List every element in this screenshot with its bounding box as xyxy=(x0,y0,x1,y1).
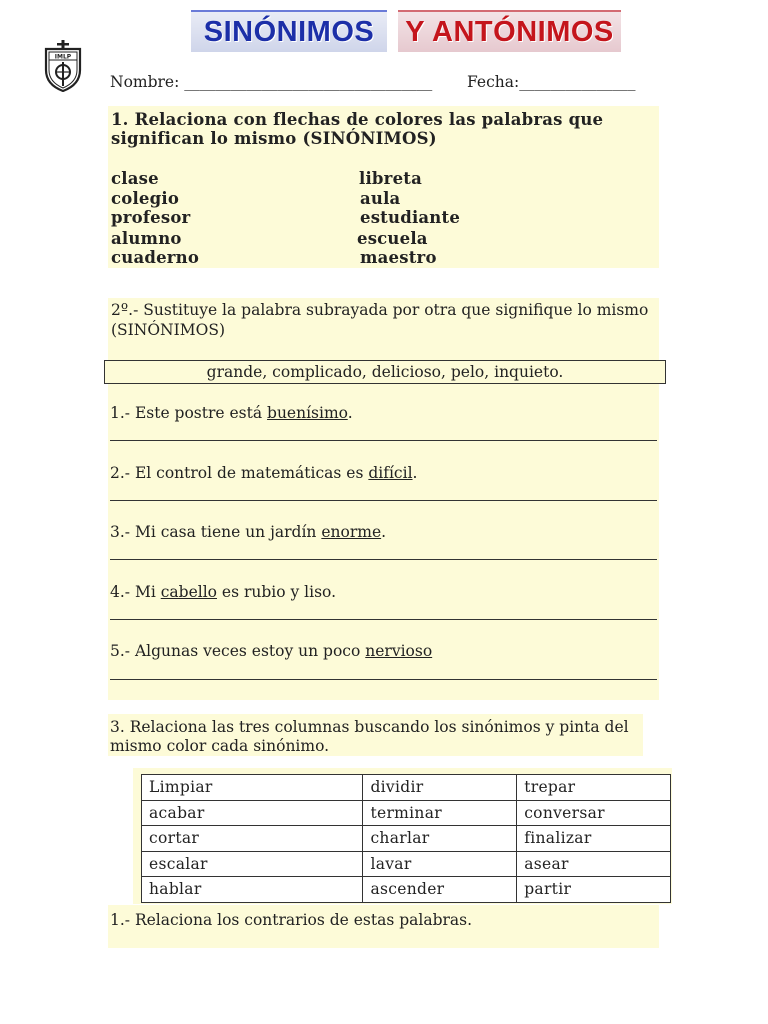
table-cell[interactable]: conversar xyxy=(517,800,671,826)
sentence-2: 2.- El control de matemáticas es difícil. xyxy=(110,464,418,482)
table-cell[interactable]: asear xyxy=(517,851,671,877)
table-cell[interactable]: acabar xyxy=(142,800,363,826)
synonyms-table xyxy=(141,774,671,903)
word-bank-box xyxy=(104,360,666,384)
section2-instruction: 2º.- Sustituye la palabra subrayada por otra que signifique lo mismo xyxy=(111,301,649,319)
right-word: libreta xyxy=(359,169,422,188)
table-cell[interactable]: finalizar xyxy=(517,826,671,852)
word-bank: grande, complicado, delicioso, pelo, inquieto. xyxy=(206,363,564,381)
answer-line[interactable] xyxy=(110,440,657,441)
table-cell[interactable]: trepar xyxy=(517,775,671,801)
table-cell[interactable]: charlar xyxy=(363,826,517,852)
section4-instruction: 1.- Relaciona los contrarios de estas palabras. xyxy=(110,911,473,929)
svg-text:IMLP: IMLP xyxy=(54,53,72,61)
table-cell[interactable]: hablar xyxy=(142,877,363,903)
sentence-1: 1.- Este postre está buenísimo. xyxy=(110,404,353,422)
left-word: cuaderno xyxy=(111,248,200,267)
underlined-word: buenísimo xyxy=(267,404,348,422)
answer-line[interactable] xyxy=(110,559,657,560)
right-word: maestro xyxy=(360,248,437,267)
left-word: clase xyxy=(111,169,159,188)
table-row xyxy=(142,877,671,903)
sentence-4: 4.- Mi cabello es rubio y liso. xyxy=(110,583,337,601)
right-word: aula xyxy=(360,189,401,208)
table-cell[interactable]: lavar xyxy=(363,851,517,877)
table-cell[interactable]: dividir xyxy=(363,775,517,801)
table-cell[interactable]: cortar xyxy=(142,826,363,852)
answer-line[interactable] xyxy=(110,500,657,501)
underlined-word: enorme xyxy=(321,523,382,541)
section2-instruction-cont: (SINÓNIMOS) xyxy=(111,321,225,339)
answer-line[interactable] xyxy=(110,679,657,680)
left-word: alumno xyxy=(111,229,182,248)
table-cell[interactable]: ascender xyxy=(363,877,517,903)
table-cell[interactable]: Limpiar xyxy=(142,775,363,801)
table-row xyxy=(142,775,671,801)
section3-instruction-cont: mismo color cada sinónimo. xyxy=(110,737,330,755)
table-cell[interactable]: partir xyxy=(517,877,671,903)
underlined-word: nervioso xyxy=(365,642,433,660)
sentence-3: 3.- Mi casa tiene un jardín enorme. xyxy=(110,523,387,541)
section1-instruction: 1. Relaciona con flechas de colores las palabras que xyxy=(111,110,604,129)
section3-instruction: 3. Relaciona las tres columnas buscando los sinónimos y pinta del xyxy=(110,718,629,736)
section1-instruction-cont: significan lo mismo (SINÓNIMOS) xyxy=(111,129,437,148)
school-shield-logo xyxy=(44,40,82,92)
left-word: profesor xyxy=(111,208,191,227)
title-synonyms: SINÓNIMOS xyxy=(191,10,387,52)
underlined-word: difícil xyxy=(368,464,413,482)
title-antonyms: Y ANTÓNIMOS xyxy=(398,10,621,52)
table-row xyxy=(142,826,671,852)
answer-line[interactable] xyxy=(110,619,657,620)
table-cell[interactable]: escalar xyxy=(142,851,363,877)
section2-highlight xyxy=(108,298,659,700)
name-label: Nombre: ________________________________ xyxy=(110,73,433,91)
table-row xyxy=(142,800,671,826)
right-word: escuela xyxy=(357,229,428,248)
right-word: estudiante xyxy=(360,208,461,227)
table-cell[interactable]: terminar xyxy=(363,800,517,826)
sentence-5: 5.- Algunas veces estoy un poco nervioso xyxy=(110,642,433,660)
date-label: Fecha:_______________ xyxy=(467,73,636,91)
underlined-word: cabello xyxy=(160,583,217,601)
left-word: colegio xyxy=(111,189,180,208)
table-row xyxy=(142,851,671,877)
